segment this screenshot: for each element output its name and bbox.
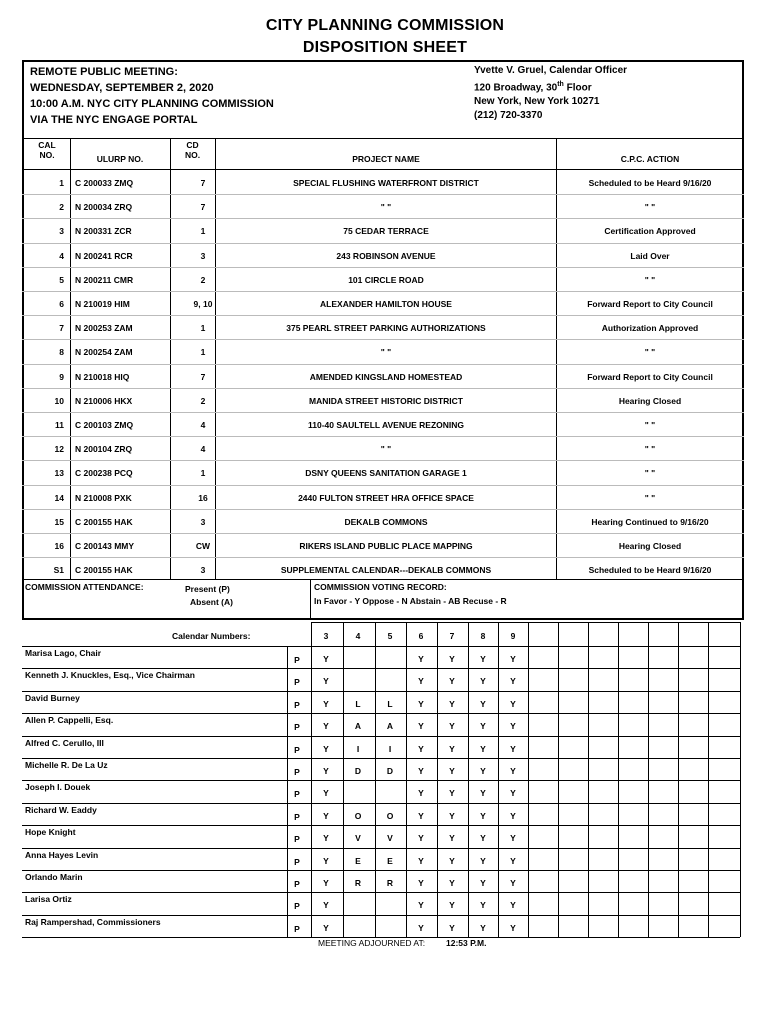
meeting-line-2: WEDNESDAY, SEPTEMBER 2, 2020 [30, 82, 214, 94]
vote-mark: Y [323, 698, 329, 709]
ulurp-number: N 210018 HIQ [75, 371, 130, 382]
officer-name: Yvette V. Gruel, Calendar Officer [474, 65, 628, 76]
ulurp-number: N 210006 HKX [75, 395, 133, 406]
row-divider [22, 339, 744, 340]
header-cal [24, 140, 70, 160]
vote-mark: Y [323, 922, 329, 933]
vote-mark: Y [510, 810, 516, 821]
vote-mark: Y [480, 698, 486, 709]
cd-number: 1 [200, 323, 206, 334]
cpc-action: Forward Report to City Council [587, 299, 713, 309]
project-name: AMENDED KINGSLAND HOMESTEAD [309, 371, 463, 382]
vote-mark: Y [480, 855, 486, 866]
vote-mark: Y [449, 900, 455, 911]
table-header-line-top [22, 138, 744, 139]
cal-number: 16 [54, 541, 64, 551]
officer-phone: (212) 720-3370 [474, 110, 543, 122]
vote-mark: L [387, 698, 393, 709]
ulurp-number: N 210008 PXK [75, 492, 132, 503]
ulurp-number: N 200104 ZRQ [75, 444, 133, 455]
attendance-line-top [22, 579, 744, 580]
header-action: C.P.C. ACTION [620, 154, 680, 164]
attendance-label: COMMISSION ATTENDANCE: [25, 582, 144, 592]
page-title-2: DISPOSITION SHEET [302, 39, 468, 56]
cpc-action: " " [644, 468, 656, 479]
commissioner-name: David Burney [25, 692, 80, 703]
vote-mark: Y [418, 698, 424, 709]
grid-line [22, 848, 740, 849]
row-divider [22, 243, 744, 244]
cpc-action: Hearing Closed [618, 395, 682, 406]
project-name: DEKALB COMMONS [344, 516, 428, 527]
vote-mark: Y [418, 900, 424, 911]
meeting-line-3: 10:00 A.M. NYC CITY PLANNING COMMISSION [30, 98, 274, 110]
cpc-action: Scheduled to be Heard 9/16/20 [588, 565, 712, 576]
grid-line [22, 668, 740, 669]
vote-mark: Y [323, 743, 329, 754]
address-street: 120 Broadway, 30 [474, 82, 558, 94]
project-name: " " [380, 444, 392, 455]
vote-mark: Y [449, 721, 455, 732]
vote-mark: Y [510, 788, 516, 799]
vote-mark: Y [449, 766, 455, 776]
cd-number: 3 [200, 516, 206, 527]
row-divider [22, 436, 744, 437]
cpc-action: " " [644, 420, 656, 430]
commissioner-name: Kenneth J. Knuckles, Esq., Vice Chairman [25, 670, 195, 681]
cd-number: 3 [200, 565, 206, 576]
cal-number: 5 [59, 274, 64, 285]
cd-number: 7 [200, 178, 206, 188]
vote-mark: Y [510, 654, 516, 664]
officer-address-2: New York, New York 10271 [474, 96, 600, 108]
vote-mark: V [387, 833, 393, 844]
voting-divider [310, 579, 311, 620]
row-divider [22, 364, 744, 365]
row-divider [22, 412, 744, 413]
commissioner-name: Alfred C. Cerullo, III [25, 737, 104, 748]
grid-line [22, 691, 740, 692]
vote-mark: Y [449, 743, 455, 754]
vote-mark: L [355, 698, 361, 709]
row-divider [22, 388, 744, 389]
attendance-mark: P [294, 879, 300, 889]
meeting-line-4: VIA THE NYC ENGAGE PORTAL [30, 114, 198, 126]
adjourned-time: 12:53 P.M. [446, 938, 487, 948]
page-title-1: CITY PLANNING COMMISSION [265, 17, 505, 34]
cal-number: 3 [59, 226, 64, 237]
row-divider [22, 557, 744, 558]
vote-mark: Y [510, 878, 516, 888]
grid-line [22, 646, 740, 647]
grid-line [22, 736, 740, 737]
vote-mark: Y [449, 878, 455, 888]
row-divider [22, 460, 744, 461]
project-name: 101 CIRCLE ROAD [348, 274, 424, 285]
grid-line [22, 870, 740, 871]
vote-mark: Y [480, 922, 486, 933]
vote-mark: Y [510, 922, 516, 933]
vote-mark: Y [510, 900, 516, 911]
attendance-mark: P [294, 789, 300, 800]
cpc-action: Forward Report to City Council [587, 371, 713, 382]
commissioner-name: Raj Rampershad, Commissioners [25, 916, 161, 927]
vote-mark: Y [323, 676, 329, 687]
commissioner-name: Marisa Lago, Chair [25, 648, 102, 658]
vote-mark: Y [418, 833, 424, 844]
cal-number: 11 [55, 420, 64, 430]
calendar-number-header: 3 [323, 631, 329, 641]
absent-key: Absent (A) [190, 597, 233, 607]
col-divider-cal [70, 138, 71, 579]
ulurp-number: N 200241 RCR [75, 250, 133, 261]
ulurp-number: C 200033 ZMQ [75, 178, 134, 188]
vote-mark: Y [480, 900, 486, 911]
header-ulurp: ULURP NO. [96, 154, 144, 164]
present-key: Present (P) [185, 584, 230, 594]
commissioner-name: Joseph I. Douek [25, 782, 91, 793]
cd-number: 2 [200, 395, 206, 406]
attendance-mark: P [294, 655, 300, 665]
cal-number: 12 [54, 444, 64, 455]
project-name: 243 ROBINSON AVENUE [336, 250, 436, 261]
cd-number: CW [195, 541, 211, 551]
ulurp-number: C 200103 ZMQ [75, 420, 134, 430]
vote-mark: Y [418, 922, 424, 933]
calendar-number-header: 7 [449, 631, 455, 641]
ulurp-number: N 200034 ZRQ [75, 202, 133, 213]
ulurp-number: C 200155 HAK [75, 516, 133, 527]
project-name: MANIDA STREET HISTORIC DISTRICT [309, 395, 463, 406]
cpc-action: Hearing Continued to 9/16/20 [591, 516, 709, 527]
vote-mark: Y [323, 766, 329, 776]
grid-line [22, 803, 740, 804]
calendar-number-header: 6 [418, 631, 424, 641]
project-name: 375 PEARL STREET PARKING AUTHORIZATIONS [286, 323, 486, 334]
vote-mark: Y [449, 788, 455, 799]
ulurp-number: C 200143 MMY [75, 541, 135, 551]
vote-mark: I [388, 743, 392, 754]
calendar-number-header: 5 [387, 631, 393, 641]
officer-address-1 [474, 78, 627, 95]
grid-line [22, 892, 740, 893]
vote-mark: R [386, 878, 394, 888]
vote-mark: Y [323, 788, 329, 799]
vote-mark: Y [418, 855, 424, 866]
vote-mark: D [386, 766, 394, 776]
project-name: " " [380, 347, 392, 358]
vote-mark: Y [323, 721, 329, 732]
cal-number: 14 [54, 492, 64, 503]
vote-mark: Y [418, 743, 424, 754]
vote-mark: Y [510, 698, 516, 709]
attendance-mark: P [294, 699, 300, 710]
header-cal-2: NO. [39, 150, 55, 160]
row-divider [22, 267, 744, 268]
cd-number: 7 [200, 371, 206, 382]
attendance-mark: P [294, 767, 300, 777]
vote-mark: Y [510, 721, 516, 732]
cd-number: 1 [200, 347, 206, 358]
cpc-action: Scheduled to be Heard 9/16/20 [588, 178, 712, 188]
cal-number: 4 [59, 250, 64, 261]
commissioner-name: Hope Knight [25, 827, 76, 838]
commissioner-name: Orlando Marin [25, 872, 83, 882]
vote-mark: Y [480, 833, 486, 844]
vote-mark: V [355, 833, 361, 844]
meeting-info [30, 64, 274, 128]
vote-mark: Y [480, 810, 486, 821]
calendar-number-header: 8 [480, 631, 486, 641]
vote-mark: Y [449, 698, 455, 709]
calendar-number-header: 4 [355, 631, 361, 641]
vote-mark: Y [418, 878, 424, 888]
vote-mark: Y [323, 833, 329, 844]
vote-mark: Y [510, 766, 516, 776]
vote-mark: Y [418, 654, 424, 664]
vote-mark: E [387, 855, 393, 866]
vote-mark: E [355, 855, 361, 866]
vote-mark: Y [449, 922, 455, 933]
vote-mark: Y [418, 676, 424, 687]
meeting-line-1: REMOTE PUBLIC MEETING: [30, 66, 178, 78]
col-divider-ulurp [170, 138, 171, 579]
attendance-mark: P [294, 856, 300, 867]
project-name: 110-40 SAULTELL AVENUE REZONING [307, 420, 465, 430]
cd-number: 9, 10 [193, 299, 213, 309]
ulurp-number: C 200238 PCQ [75, 468, 133, 479]
cd-number: 16 [198, 492, 208, 503]
vote-mark: Y [510, 743, 516, 754]
commissioner-name: Allen P. Cappelli, Esq. [25, 715, 114, 726]
row-divider [22, 291, 744, 292]
vote-mark: Y [480, 788, 486, 799]
project-name: RIKERS ISLAND PUBLIC PLACE MAPPING [299, 541, 473, 551]
cal-number: S1 [53, 565, 64, 576]
project-name: SUPPLEMENTAL CALENDAR---DEKALB COMMONS [280, 565, 492, 576]
cal-number: 6 [59, 299, 64, 309]
vote-mark: Y [418, 766, 424, 776]
grid-line [740, 622, 741, 937]
attendance-mark: P [294, 923, 300, 934]
address-floor: Floor [563, 82, 592, 94]
header-cd-1: CD [186, 140, 199, 150]
vote-mark: Y [480, 721, 486, 732]
vote-mark: Y [418, 721, 424, 732]
vote-mark: O [386, 810, 394, 821]
grid-line [22, 915, 740, 916]
vote-mark: Y [480, 654, 486, 664]
vote-mark: Y [480, 878, 486, 888]
attendance-mark: P [294, 834, 300, 845]
cpc-action: Hearing Closed [618, 541, 682, 551]
commissioner-name: Anna Hayes Levin [25, 849, 99, 860]
commissioner-name: Michelle R. De La Uz [25, 760, 108, 770]
ulurp-number: N 210019 HIM [75, 299, 130, 309]
cpc-action: Authorization Approved [601, 323, 699, 334]
voting-record-label: COMMISSION VOTING RECORD: [314, 582, 447, 592]
vote-mark: Y [323, 810, 329, 821]
ulurp-number: N 200331 ZCR [75, 226, 132, 237]
row-divider [22, 315, 744, 316]
project-name: SPECIAL FLUSHING WATERFRONT DISTRICT [293, 178, 479, 188]
project-name: " " [380, 202, 392, 213]
cpc-action: " " [644, 274, 656, 285]
cd-number: 1 [200, 468, 206, 479]
vote-mark: Y [510, 855, 516, 866]
cd-number: 1 [200, 226, 206, 237]
row-divider [22, 533, 744, 534]
attendance-mark: P [294, 811, 300, 822]
vote-mark: Y [418, 788, 424, 799]
vote-mark: D [354, 766, 362, 776]
project-name: 75 CEDAR TERRACE [343, 226, 429, 237]
calendar-number-header: 9 [510, 631, 516, 641]
commissioner-name: Larisa Ortiz [25, 894, 72, 905]
project-name: DSNY QUEENS SANITATION GARAGE 1 [305, 468, 467, 479]
cd-number: 4 [200, 444, 206, 455]
vote-mark: Y [510, 833, 516, 844]
ulurp-number: N 200254 ZAM [75, 347, 133, 358]
ulurp-number: C 200155 HAK [75, 565, 133, 576]
calendar-numbers-label: Calendar Numbers: [172, 631, 251, 641]
grid-line [22, 825, 740, 826]
grid-line [22, 758, 740, 759]
vote-mark: Y [323, 855, 329, 866]
vote-mark: Y [449, 654, 455, 664]
vote-mark: R [354, 878, 362, 888]
ulurp-number: N 200253 ZAM [75, 323, 133, 334]
vote-mark: Y [323, 654, 329, 664]
vote-mark: Y [323, 878, 329, 888]
vote-mark: Y [418, 810, 424, 821]
cal-number: 7 [59, 323, 64, 334]
cal-number: 10 [54, 395, 64, 406]
vote-mark: A [354, 721, 362, 732]
row-divider [22, 194, 744, 195]
vote-mark: Y [449, 676, 455, 687]
cd-number: 7 [200, 202, 206, 213]
grid-line [311, 622, 740, 623]
cal-number: 9 [59, 371, 64, 382]
cpc-action: Laid Over [630, 250, 670, 261]
ulurp-number: N 200211 CMR [75, 274, 134, 285]
vote-mark: Y [510, 676, 516, 687]
vote-mark: Y [449, 833, 455, 844]
header-cal-1: CAL [38, 140, 56, 150]
commissioner-name: Richard W. Eaddy [25, 804, 97, 815]
cpc-action: " " [644, 347, 656, 358]
cd-number: 4 [200, 420, 206, 430]
vote-mark: Y [323, 900, 329, 911]
voting-key: In Favor - Y Oppose - N Abstain - AB Recuse - R [314, 596, 507, 606]
cpc-action: Certification Approved [604, 226, 696, 237]
cd-number: 3 [200, 250, 206, 261]
header-project: PROJECT NAME [352, 154, 420, 164]
attendance-mark: P [294, 722, 300, 733]
address-floor-suffix: th [557, 81, 564, 88]
vote-mark: O [354, 810, 362, 821]
cal-number: 13 [54, 468, 64, 479]
cal-number: 2 [59, 202, 64, 213]
cpc-action: " " [644, 492, 656, 503]
table-header-line-bottom [22, 169, 744, 170]
attendance-mark: P [294, 744, 300, 755]
vote-mark: Y [480, 766, 486, 776]
vote-mark: A [386, 721, 394, 732]
cal-number: 15 [54, 516, 64, 527]
header-cd-2: NO. [184, 150, 201, 160]
vote-mark: Y [449, 810, 455, 821]
cal-number: 1 [59, 178, 64, 188]
attendance-mark: P [294, 677, 300, 688]
officer-info [474, 64, 627, 123]
row-divider [22, 509, 744, 510]
attendance-mark: P [294, 901, 300, 912]
grid-line [22, 713, 740, 714]
project-name: 2440 FULTON STREET HRA OFFICE SPACE [298, 492, 474, 503]
grid-line [22, 780, 740, 781]
cpc-action: " " [644, 444, 656, 455]
cd-number: 2 [200, 274, 206, 285]
cpc-action: " " [644, 202, 656, 213]
adjourned-label: MEETING ADJOURNED AT: [318, 938, 426, 948]
row-divider [22, 218, 744, 219]
vote-mark: Y [449, 855, 455, 866]
vote-mark: Y [480, 743, 486, 754]
header-cd [170, 140, 215, 160]
vote-mark: Y [480, 676, 486, 687]
project-name: ALEXANDER HAMILTON HOUSE [320, 299, 452, 309]
row-divider [22, 485, 744, 486]
cal-number: 8 [59, 347, 64, 358]
vote-mark: I [356, 743, 360, 754]
